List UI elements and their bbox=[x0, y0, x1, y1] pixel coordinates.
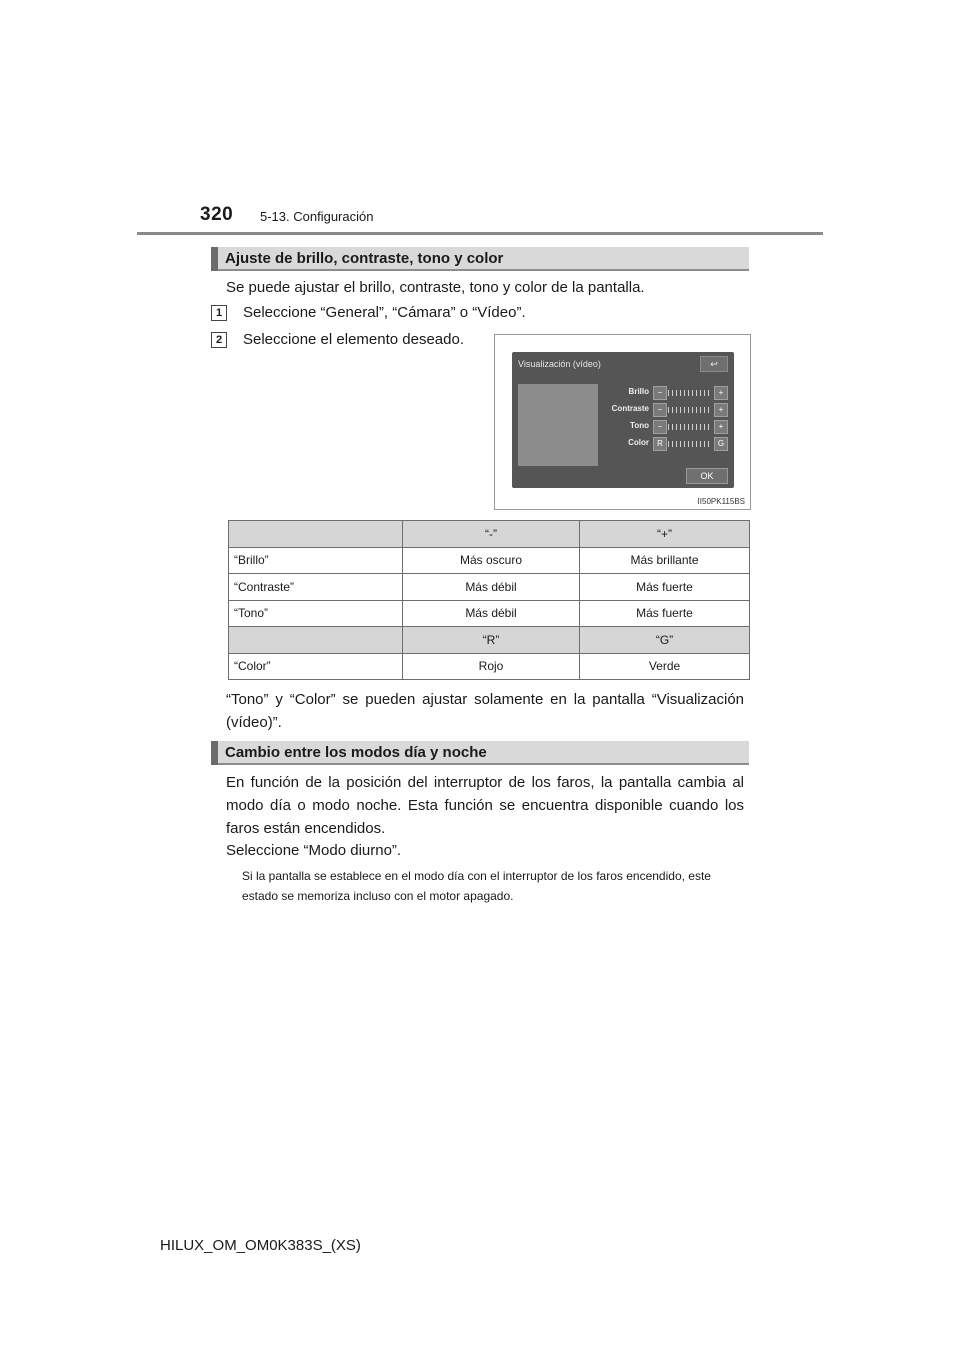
ok-button[interactable]: OK bbox=[686, 468, 728, 484]
red-button[interactable]: R bbox=[653, 437, 667, 451]
step-text: Seleccione el elemento deseado. bbox=[243, 331, 464, 348]
table-row bbox=[229, 547, 750, 574]
table-cell: Más fuerte bbox=[580, 574, 750, 601]
table-cell: Más brillante bbox=[580, 547, 750, 574]
row-label: Color bbox=[628, 438, 649, 447]
header-rule bbox=[137, 232, 823, 235]
heading-marker bbox=[211, 741, 218, 765]
screen-figure bbox=[494, 334, 751, 510]
screen-title: Visualización (vídeo) bbox=[518, 359, 601, 369]
section-heading-brightness bbox=[211, 247, 749, 271]
day-night-paragraph: En función de la posición del interruptor de los faros, la pantalla cambia al modo día o modo noche. Esta función se encuentra disponible cuando los faros están encendidos. bbox=[226, 774, 744, 837]
display-screen bbox=[512, 352, 734, 488]
heading-marker bbox=[211, 247, 218, 271]
table-cell: “+” bbox=[580, 521, 750, 548]
adjust-row-contrast bbox=[607, 403, 729, 417]
row-label: Tono bbox=[630, 421, 649, 430]
table-cell: “-” bbox=[403, 521, 580, 548]
table-cell: “G” bbox=[580, 627, 750, 654]
table-cell: Más débil bbox=[403, 574, 580, 601]
decrease-button[interactable]: − bbox=[653, 420, 667, 434]
section-heading-text: Cambio entre los modos día y noche bbox=[225, 744, 487, 761]
adjust-row-brightness bbox=[607, 386, 729, 400]
increase-button[interactable]: + bbox=[714, 403, 728, 417]
table-cell: “Tono” bbox=[229, 600, 403, 627]
section-heading-day-night bbox=[211, 741, 749, 765]
level-scale bbox=[668, 407, 712, 413]
intro-text: Se puede ajustar el brillo, contraste, tono y color de la pantalla. bbox=[226, 279, 645, 296]
memory-note: Si la pantalla se establece en el modo día con el interruptor de los faros encendido, este estado se memoriza incluso con el motor apagado. bbox=[242, 869, 711, 903]
table-cell: Más fuerte bbox=[580, 600, 750, 627]
row-label: Contraste bbox=[611, 404, 649, 413]
decrease-button[interactable]: − bbox=[653, 403, 667, 417]
section-heading-text: Ajuste de brillo, contraste, tono y color bbox=[225, 250, 504, 267]
step-text: Seleccione “General”, “Cámara” o “Vídeo”. bbox=[243, 304, 526, 321]
table-cell bbox=[229, 627, 403, 654]
table-header-row bbox=[229, 521, 750, 548]
table-row bbox=[229, 653, 750, 680]
back-icon[interactable]: ↩ bbox=[700, 356, 728, 372]
row-label: Brillo bbox=[628, 387, 649, 396]
table-cell: “R” bbox=[403, 627, 580, 654]
table-cell: “Brillo” bbox=[229, 547, 403, 574]
figure-code: II50PK115BS bbox=[697, 497, 745, 506]
table-cell: “Color” bbox=[229, 653, 403, 680]
table-cell bbox=[229, 521, 403, 548]
table-row bbox=[229, 600, 750, 627]
table-note: “Tono” y “Color” se pueden ajustar solamente en la pantalla “Visualización (vídeo)”. bbox=[226, 691, 744, 731]
increase-button[interactable]: + bbox=[714, 420, 728, 434]
step-number: 1 bbox=[211, 305, 227, 321]
level-scale bbox=[668, 441, 712, 447]
level-scale bbox=[668, 390, 712, 396]
table-cell: “Contraste” bbox=[229, 574, 403, 601]
step-number: 2 bbox=[211, 332, 227, 348]
page-number: 320 bbox=[200, 204, 234, 225]
video-preview bbox=[518, 384, 598, 466]
instruction-text: Seleccione “Modo diurno”. bbox=[226, 842, 402, 859]
green-button[interactable]: G bbox=[714, 437, 728, 451]
table-cell: Rojo bbox=[403, 653, 580, 680]
adjust-row-color bbox=[607, 437, 729, 451]
table-cell: Más débil bbox=[403, 600, 580, 627]
section-label: 5-13. Configuración bbox=[260, 209, 374, 224]
increase-button[interactable]: + bbox=[714, 386, 728, 400]
adjust-row-tone bbox=[607, 420, 729, 434]
table-row bbox=[229, 574, 750, 601]
footer-code: HILUX_OM_OM0K383S_(XS) bbox=[160, 1237, 361, 1254]
table-cell: Verde bbox=[580, 653, 750, 680]
level-scale bbox=[668, 424, 712, 430]
adjustment-table bbox=[228, 520, 750, 680]
table-header-row bbox=[229, 627, 750, 654]
decrease-button[interactable]: − bbox=[653, 386, 667, 400]
table-cell: Más oscuro bbox=[403, 547, 580, 574]
